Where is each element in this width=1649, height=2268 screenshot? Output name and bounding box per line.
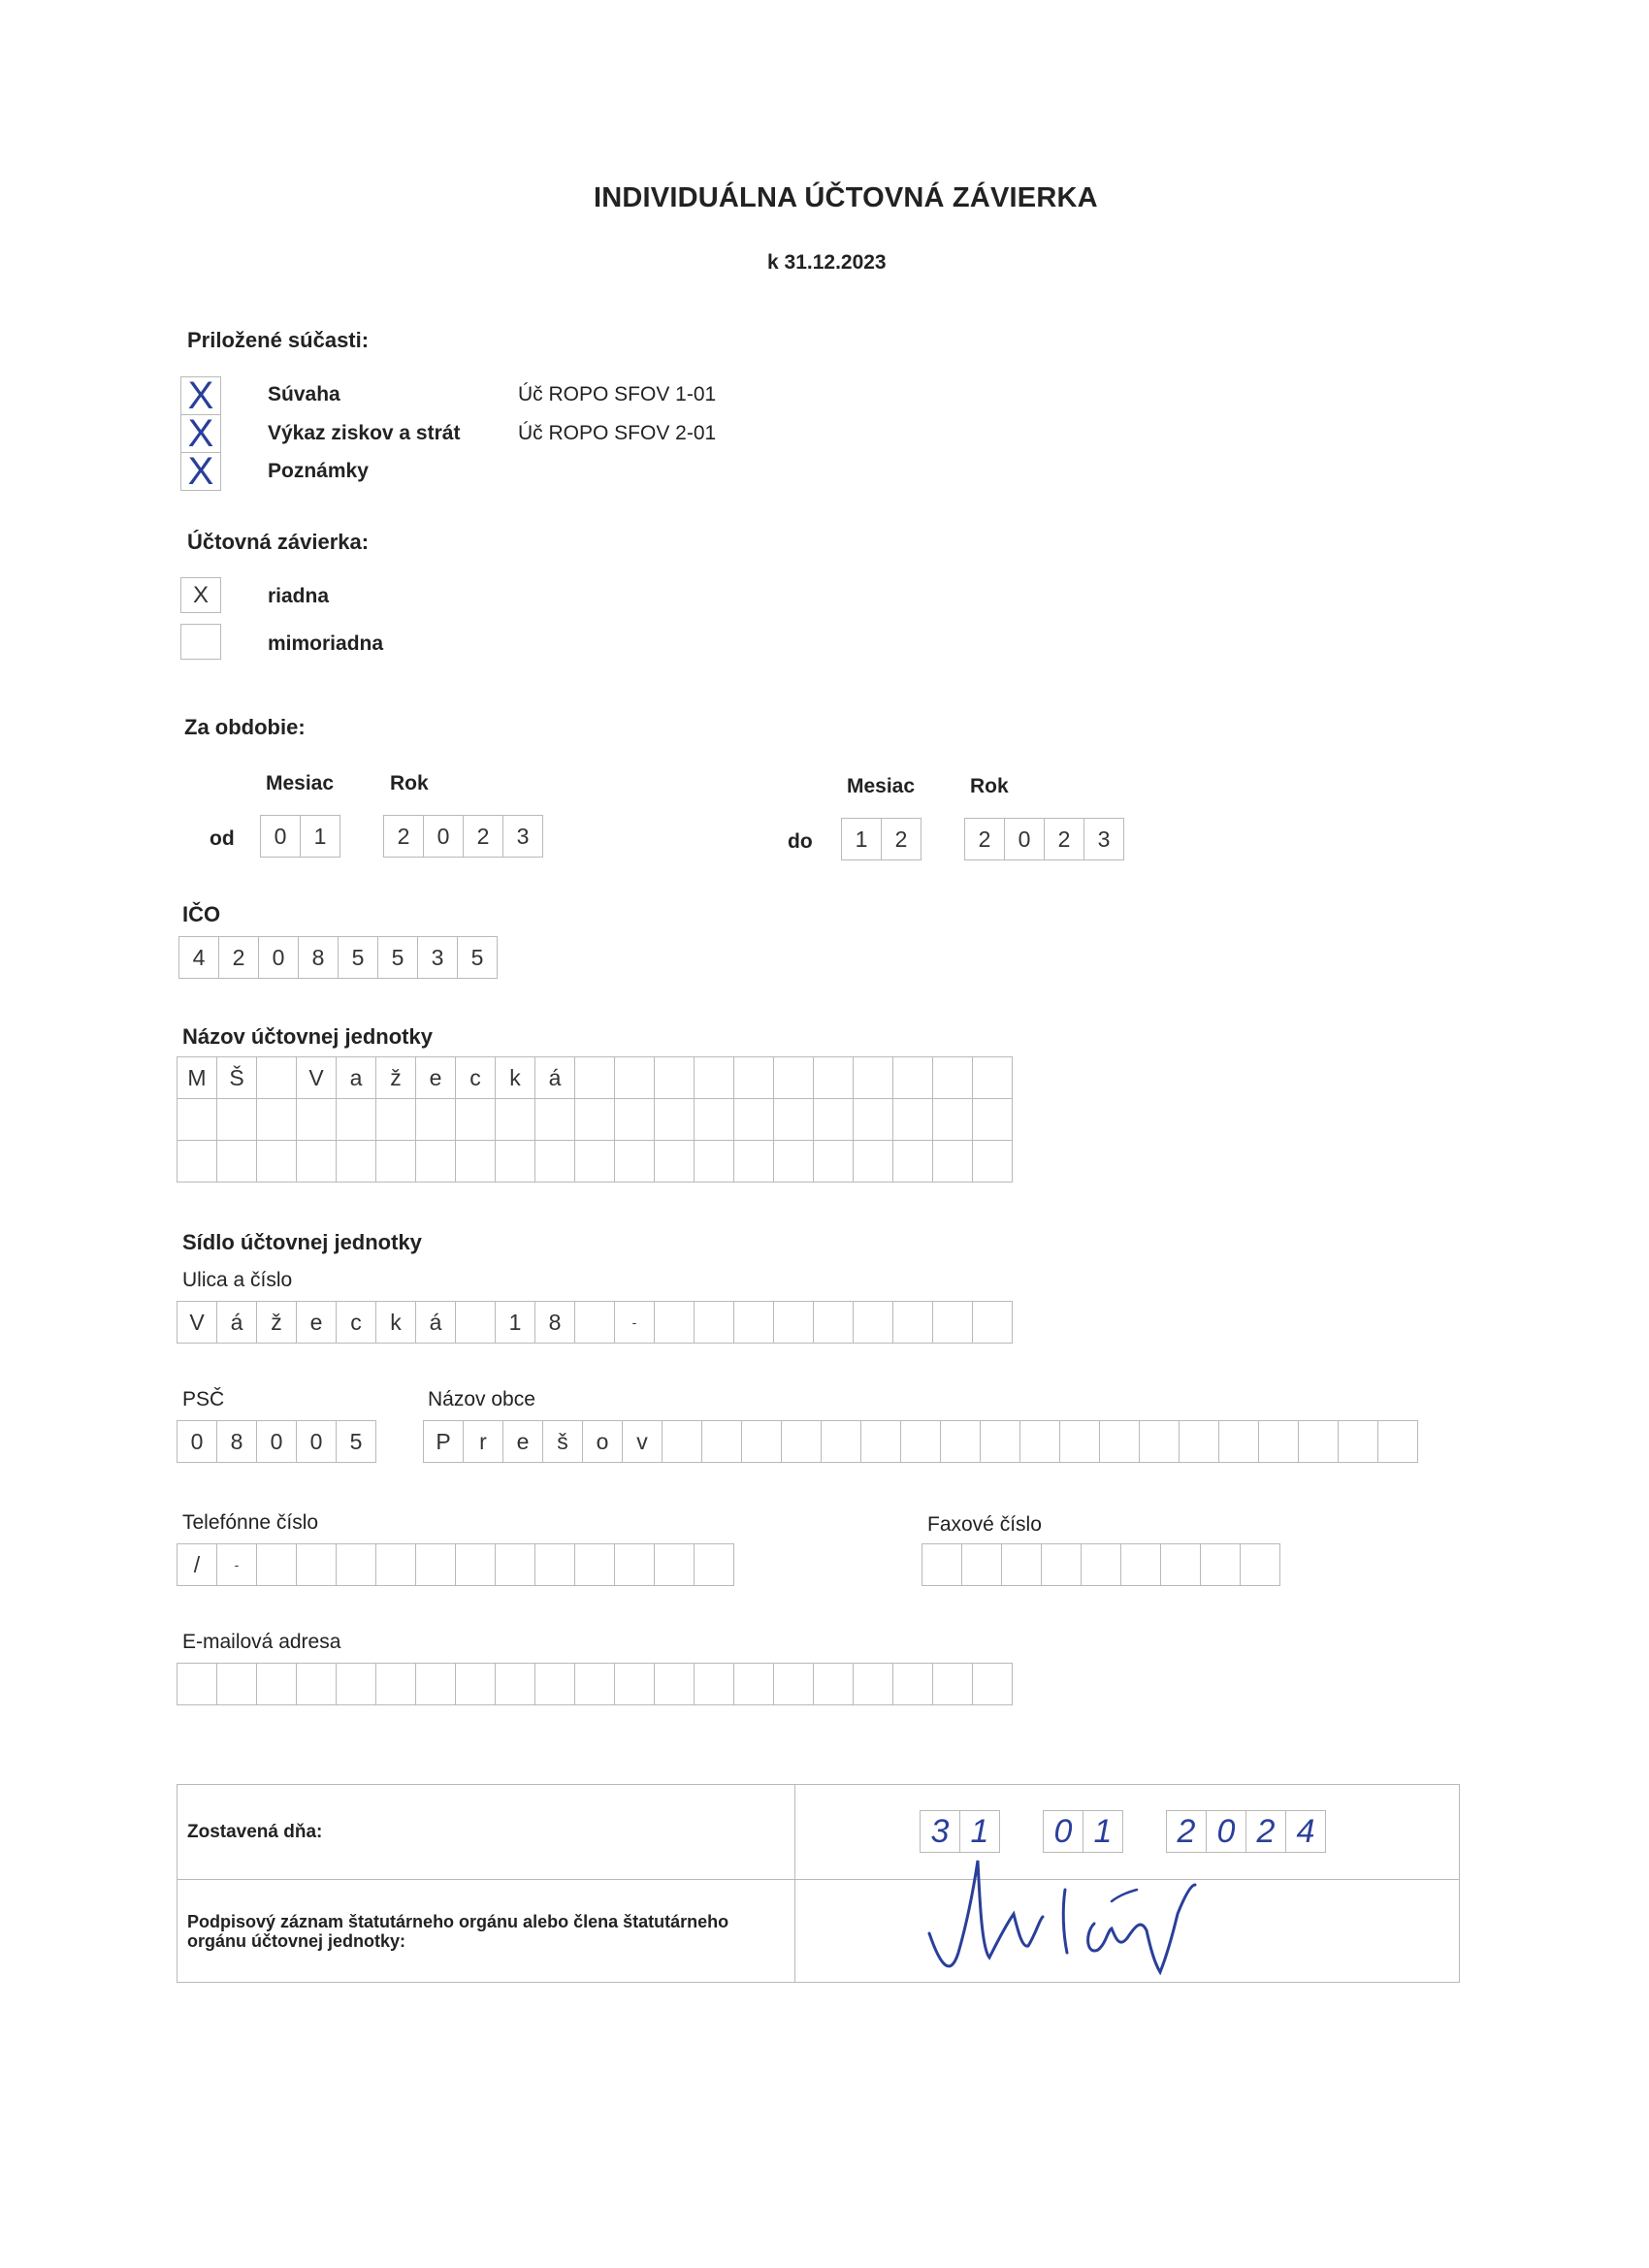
digit-cell: 2 (1044, 818, 1084, 860)
char-cell (972, 1301, 1013, 1344)
char-cell (972, 1663, 1013, 1705)
char-cell: M (177, 1056, 217, 1099)
digit-cell: 1 (841, 818, 882, 860)
char-cell (216, 1663, 257, 1705)
char-cell: Š (216, 1056, 257, 1099)
char-cell: 1 (495, 1301, 535, 1344)
char-cell (336, 1140, 376, 1183)
char-cell (1338, 1420, 1378, 1463)
char-cell (733, 1098, 774, 1141)
digit-cell: 8 (216, 1420, 257, 1463)
char-cell (1019, 1420, 1060, 1463)
entity-name-row-1 (177, 1056, 1012, 1099)
char-cell (177, 1663, 217, 1705)
char-cell (892, 1098, 933, 1141)
char-cell (495, 1543, 535, 1586)
char-cell (892, 1140, 933, 1183)
digit-cell: 2 (1245, 1810, 1286, 1853)
compiled-label: Zostavená dňa: (178, 1785, 795, 1879)
char-cell (574, 1543, 615, 1586)
char-cell (694, 1098, 734, 1141)
char-cell (1041, 1543, 1082, 1586)
char-cell (932, 1663, 973, 1705)
char-cell (614, 1663, 655, 1705)
char-cell (813, 1098, 854, 1141)
digit-cell: 2 (964, 818, 1005, 860)
signature-table (177, 1784, 1460, 1983)
char-cell (694, 1663, 734, 1705)
char-cell (375, 1543, 416, 1586)
char-cell (216, 1098, 257, 1141)
digit-cell: 2 (463, 815, 503, 858)
digit-cell: 4 (1285, 1810, 1326, 1853)
char-cell (1160, 1543, 1201, 1586)
char-cell: k (495, 1056, 535, 1099)
char-cell (853, 1056, 893, 1099)
char-cell (534, 1663, 575, 1705)
char-cell: e (296, 1301, 337, 1344)
char-cell (813, 1056, 854, 1099)
compiled-row (178, 1785, 1459, 1880)
char-cell: e (415, 1056, 456, 1099)
char-cell (336, 1543, 376, 1586)
char-cell (932, 1056, 973, 1099)
char-cell (813, 1301, 854, 1344)
digit-cell: 0 (1206, 1810, 1246, 1853)
checkbox-poznamky[interactable]: X (180, 452, 221, 491)
digit-cell: 4 (178, 936, 219, 979)
phone-cells[interactable] (177, 1543, 733, 1586)
char-cell (1099, 1420, 1140, 1463)
attachment-label-poznamky: Poznámky (268, 460, 369, 482)
char-cell (1001, 1543, 1042, 1586)
digit-cell: 1 (959, 1810, 1000, 1853)
char-cell (375, 1663, 416, 1705)
char-cell (495, 1098, 535, 1141)
char-cell (662, 1420, 702, 1463)
char-cell (336, 1098, 376, 1141)
char-cell (256, 1543, 297, 1586)
to-year-label: Rok (970, 775, 1009, 797)
digit-cell: 0 (1043, 1810, 1083, 1853)
attachments-checkbox-column (180, 373, 221, 493)
from-year-cells[interactable] (383, 815, 542, 858)
char-cell (892, 1301, 933, 1344)
digit-cell: 2 (881, 818, 922, 860)
char-cell (415, 1140, 456, 1183)
char-cell (177, 1140, 217, 1183)
char-cell (860, 1420, 901, 1463)
char-cell (296, 1098, 337, 1141)
char-cell (694, 1056, 734, 1099)
digit-cell: 2 (383, 815, 424, 858)
char-cell: o (582, 1420, 623, 1463)
char-cell: k (375, 1301, 416, 1344)
char-cell (773, 1098, 814, 1141)
char-cell (853, 1301, 893, 1344)
closing-label-mimoriadna: mimoriadna (268, 632, 384, 655)
char-cell (701, 1420, 742, 1463)
char-cell (733, 1301, 774, 1344)
char-cell (1218, 1420, 1259, 1463)
closing-label-riadna: riadna (268, 585, 330, 607)
char-cell (853, 1098, 893, 1141)
to-label: do (788, 830, 813, 853)
digit-cell: 1 (300, 815, 340, 858)
from-month-label: Mesiac (266, 772, 335, 794)
from-month-cells[interactable] (260, 815, 340, 858)
digit-cell: 3 (1083, 818, 1124, 860)
char-cell (773, 1301, 814, 1344)
char-cell (296, 1543, 337, 1586)
char-cell (1081, 1543, 1121, 1586)
char-cell: a (336, 1056, 376, 1099)
char-cell (1258, 1420, 1299, 1463)
attachment-code-suvaha: Úč ROPO SFOV 1-01 (518, 383, 717, 405)
char-cell (534, 1098, 575, 1141)
char-cell (980, 1420, 1020, 1463)
char-cell (614, 1098, 655, 1141)
char-cell: V (296, 1056, 337, 1099)
char-cell (972, 1140, 1013, 1183)
from-label: od (210, 827, 235, 850)
char-cell: e (502, 1420, 543, 1463)
digit-cell: 5 (457, 936, 498, 979)
char-cell (961, 1543, 1002, 1586)
handwritten-signature (922, 1841, 1232, 1987)
char-cell (773, 1140, 814, 1183)
attachment-label-vykaz: Výkaz ziskov a strát (268, 422, 461, 444)
char-cell (1377, 1420, 1418, 1463)
signature-area[interactable] (795, 1880, 1459, 1983)
char-cell (614, 1056, 655, 1099)
char-cell (455, 1140, 496, 1183)
sign-label: Podpisový záznam štatutárneho orgánu alebo člena štatutárneho orgánu účtovnej jednotky: (178, 1880, 795, 1983)
digit-cell: 1 (1083, 1810, 1123, 1853)
email-cells[interactable] (177, 1663, 1012, 1705)
entity-name-row-3 (177, 1140, 1012, 1183)
char-cell (375, 1098, 416, 1141)
attachment-code-vykaz: Úč ROPO SFOV 2-01 (518, 422, 717, 444)
digit-cell: 3 (502, 815, 543, 858)
char-cell: á (415, 1301, 456, 1344)
email-label: E-mailová adresa (182, 1631, 341, 1653)
char-cell (781, 1420, 822, 1463)
closing-type-heading: Účtovná závierka: (187, 530, 370, 554)
street-cells[interactable] (177, 1301, 1012, 1344)
char-cell (892, 1663, 933, 1705)
digit-cell: 5 (338, 936, 378, 979)
char-cell (495, 1663, 535, 1705)
char-cell (177, 1098, 217, 1141)
char-cell (534, 1543, 575, 1586)
char-cell: á (534, 1056, 575, 1099)
checkbox-riadna[interactable]: X (180, 577, 221, 613)
to-month-label: Mesiac (847, 775, 916, 797)
char-cell (256, 1663, 297, 1705)
document-title: INDIVIDUÁLNA ÚČTOVNÁ ZÁVIERKA (594, 182, 1098, 213)
char-cell (654, 1098, 695, 1141)
period-heading: Za obdobie: (184, 715, 306, 739)
char-cell (733, 1056, 774, 1099)
digit-cell: 0 (1004, 818, 1045, 860)
city-label: Názov obce (428, 1388, 535, 1410)
char-cell (1179, 1420, 1219, 1463)
ico-cells[interactable] (178, 936, 497, 979)
char-cell (654, 1140, 695, 1183)
char-cell (455, 1098, 496, 1141)
street-label: Ulica a číslo (182, 1269, 293, 1291)
char-cell (415, 1543, 456, 1586)
attachments-heading: Priložené súčasti: (187, 328, 370, 352)
char-cell (932, 1098, 973, 1141)
psc-cells[interactable] (177, 1420, 375, 1463)
digit-cell: 3 (417, 936, 458, 979)
char-cell (574, 1663, 615, 1705)
char-cell (922, 1543, 962, 1586)
char-cell: P (423, 1420, 464, 1463)
char-cell (813, 1140, 854, 1183)
char-cell (813, 1663, 854, 1705)
digit-cell: 5 (377, 936, 418, 979)
char-cell (574, 1140, 615, 1183)
to-year-cells[interactable] (964, 818, 1123, 860)
char-cell (694, 1543, 734, 1586)
char-cell (455, 1663, 496, 1705)
char-cell (972, 1098, 1013, 1141)
checkbox-vykaz[interactable]: X (180, 414, 221, 453)
char-cell (415, 1098, 456, 1141)
char-cell (574, 1098, 615, 1141)
char-cell: á (216, 1301, 257, 1344)
char-cell (1120, 1543, 1161, 1586)
char-cell: 8 (534, 1301, 575, 1344)
char-cell (932, 1140, 973, 1183)
char-cell (940, 1420, 981, 1463)
checkbox-suvaha[interactable]: X (180, 376, 221, 415)
char-cell (1200, 1543, 1241, 1586)
char-cell: - (216, 1543, 257, 1586)
char-cell (256, 1056, 297, 1099)
digit-cell: 0 (296, 1420, 337, 1463)
char-cell (1298, 1420, 1339, 1463)
city-cells[interactable] (423, 1420, 1417, 1463)
char-cell (892, 1056, 933, 1099)
ico-label: IČO (182, 902, 221, 926)
fax-cells[interactable] (922, 1543, 1279, 1586)
entity-name-row-2 (177, 1098, 1012, 1141)
char-cell (654, 1663, 695, 1705)
seat-heading: Sídlo účtovnej jednotky (182, 1230, 422, 1254)
digit-cell: 8 (298, 936, 339, 979)
attachment-label-suvaha: Súvaha (268, 383, 340, 405)
sign-row (178, 1880, 1459, 1983)
char-cell (654, 1056, 695, 1099)
char-cell (495, 1140, 535, 1183)
digit-cell: 0 (260, 815, 301, 858)
char-cell (336, 1663, 376, 1705)
char-cell (375, 1140, 416, 1183)
digit-cell: 2 (1166, 1810, 1207, 1853)
char-cell (853, 1140, 893, 1183)
char-cell (733, 1140, 774, 1183)
entity-name-label: Názov účtovnej jednotky (182, 1024, 433, 1049)
digit-cell: 0 (177, 1420, 217, 1463)
char-cell: v (622, 1420, 663, 1463)
char-cell (654, 1543, 695, 1586)
digit-cell: 5 (336, 1420, 376, 1463)
char-cell (932, 1301, 973, 1344)
char-cell: V (177, 1301, 217, 1344)
char-cell (256, 1098, 297, 1141)
char-cell (821, 1420, 861, 1463)
char-cell (574, 1301, 615, 1344)
char-cell (733, 1663, 774, 1705)
char-cell (216, 1140, 257, 1183)
char-cell (1059, 1420, 1100, 1463)
char-cell (900, 1420, 941, 1463)
char-cell (773, 1056, 814, 1099)
fax-label: Faxové číslo (927, 1513, 1042, 1536)
char-cell (455, 1301, 496, 1344)
char-cell: ž (256, 1301, 297, 1344)
char-cell (694, 1301, 734, 1344)
char-cell (455, 1543, 496, 1586)
char-cell (972, 1056, 1013, 1099)
char-cell (614, 1543, 655, 1586)
char-cell (415, 1663, 456, 1705)
from-year-label: Rok (390, 772, 429, 794)
char-cell (574, 1056, 615, 1099)
digit-cell: 0 (423, 815, 464, 858)
char-cell (296, 1663, 337, 1705)
char-cell (1139, 1420, 1180, 1463)
to-month-cells[interactable] (841, 818, 921, 860)
phone-label: Telefónne číslo (182, 1511, 319, 1534)
char-cell (256, 1140, 297, 1183)
char-cell: c (455, 1056, 496, 1099)
entity-name-grid[interactable] (177, 1056, 1012, 1182)
char-cell: c (336, 1301, 376, 1344)
document-date: k 31.12.2023 (767, 251, 887, 274)
char-cell: š (542, 1420, 583, 1463)
char-cell (1240, 1543, 1280, 1586)
char-cell: ž (375, 1056, 416, 1099)
char-cell (694, 1140, 734, 1183)
char-cell (296, 1140, 337, 1183)
char-cell (654, 1301, 695, 1344)
digit-cell: 0 (256, 1420, 297, 1463)
char-cell (534, 1140, 575, 1183)
char-cell (773, 1663, 814, 1705)
char-cell: r (463, 1420, 503, 1463)
char-cell (614, 1140, 655, 1183)
char-cell: / (177, 1543, 217, 1586)
digit-cell: 3 (920, 1810, 960, 1853)
psc-label: PSČ (182, 1388, 225, 1410)
char-cell: - (614, 1301, 655, 1344)
char-cell (853, 1663, 893, 1705)
digit-cell: 2 (218, 936, 259, 979)
digit-cell: 0 (258, 936, 299, 979)
checkbox-mimoriadna[interactable] (180, 624, 221, 660)
char-cell (741, 1420, 782, 1463)
